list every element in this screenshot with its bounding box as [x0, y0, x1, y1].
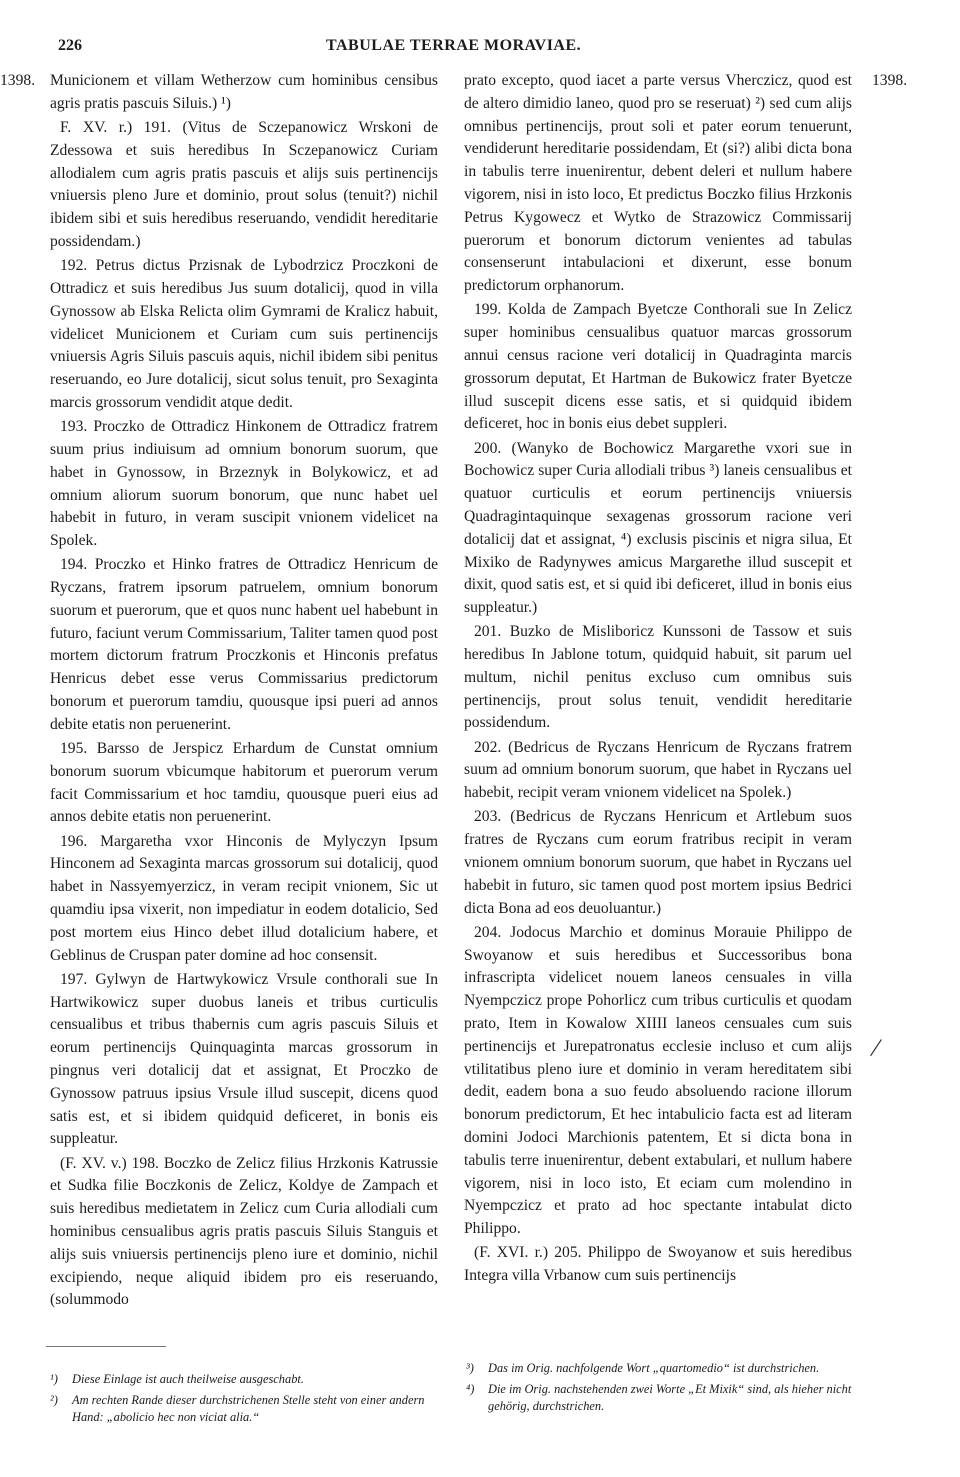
footnote-text: Diese Einlage ist auch theilweise ausgeschabt.: [72, 1372, 304, 1386]
entry-paragraph: 194. Proczko et Hinko fratres de Ottradicz Henricum de Ryczans, fratrem ipsorum patruelem, omnium bonorum suorum et puerorum, que et quos nunc habent uel habebunt in futuro, faciunt verum Commissarium, Taliter tamen quod post mortem dictorum fratrum Proczkonis et Hinconis prefatus Henricus debet esse verus Commissarius predictorum bonorum et puerorum tamdiu, quousque ipsi pueri ad annos debite etatis non peruenerint.: [50, 556, 438, 733]
footnote-rule: [46, 1346, 166, 1347]
entry-paragraph: (F. XVI. r.) 205. Philippo de Swoyanow et suis heredibus Integra villa Vrbanow cum suis pertinencijs: [464, 1244, 852, 1285]
footnotes-left: [50, 1371, 440, 1430]
entry-paragraph: 193. Proczko de Ottradicz Hinkonem de Ottradicz fratrem suum prius indiuisum ad omnium bonorum suorum, que habet in Gynossow, in Brzeznyk in Bolykowicz, et ad omnium aliorum suorum bonorum, que nunc habet uel habebit in futuro, in veram suscipit vnionem videlicet na Spolek.: [50, 418, 438, 550]
footnote-text: Die im Orig. nachstehenden zwei Worte „Et Mixik“ sind, als hieher nicht gehörig, durchstrichen.: [488, 1382, 852, 1413]
entry-paragraph: 203. (Bedricus de Ryczans Henricum et Artlebum suos fratres de Ryczans cum eorum fratribus recipit in veram vnionem omnium bonorum suorum, que habet in Ryczans uel habebit in futuro, sic tamen quod post mortem ipsius Bedrici dicta Bona ad eos deuoluantur.): [464, 808, 852, 917]
footnote: [466, 1381, 856, 1415]
right-column: [464, 70, 852, 1289]
footnote: [50, 1392, 440, 1426]
footnotes-right: [466, 1360, 856, 1419]
margin-year-right: 1398.: [872, 72, 908, 89]
entry-paragraph: 195. Barsso de Jerspicz Erhardum de Cunstat omnium bonorum suorum vbicumque habitorum et puerorum verum facit Commissarium et hoc tamdiu, quousque pueri eius ad annos debite etatis non peruenerint.: [50, 740, 438, 826]
page-number: 226: [58, 37, 82, 54]
entry-paragraph: Municionem et villam Wetherzow cum hominibus censibus agris pratis pascuis Siluis.) ¹): [50, 72, 438, 112]
margin-year-left: 1398.: [0, 72, 36, 89]
footnote-mark: ⁴): [466, 1382, 475, 1396]
margin-bracket-mark: /: [870, 1032, 881, 1063]
entry-paragraph: 197. Gylwyn de Hartwykowicz Vrsule conthorali sue In Hartwikowicz super duobus laneis et tribus curticulis censualibus et tribus thabernis cum agris pascuis Siluis et eorum pertinencijs Quinquaginta marcas grossorum in pingnus veri dotalicij dat et assignat, Et Proczko de Gynossow patruus ipsius Vrsule illud suscepit, dicens quod satis est, et si ibidem quidquid deficeret, in bonis eis suppleatur.: [50, 970, 438, 1148]
entry-paragraph: 204. Jodocus Marchio et dominus Morauie Philippo de Swoyanow et suis heredibus et Successoribus bona infrascripta videlicet nouem laneos censuales in villa Nyempczicz prope Pohorlicz cum tribus curticulis et quodam prato, Item in Kowalow XIIII laneos censuales cum suis pertinencijs et Jurepatronatus ecclesie incluso et cum alijs vtilitatibus pleno iure et dominio in veram hereditatem sibi dedit, eadem bona a suo feudo absoluendo racione illorum bonorum predictorum, Et hec intabulicio facta est ad literam domini Jodoci Marchionis patentem, Et si dicta bona in tabulis terre inuenirentur, debent extabulari, et nullum habere vigorem, nisi in loco isto, Et eciam cum molendino in Nyempczicz et prato ad hoc spectante intabulat dicto Philippo.: [464, 923, 852, 1238]
footnote-mark: ¹): [50, 1372, 58, 1386]
entry-paragraph: (F. XV. v.) 198. Boczko de Zelicz filius Hrzkonis Katrussie et Sudka filie Boczkonis de Zelicz, Koldye de Zampach et suis heredibus medietatem in Zelicz cum Curia allodiali cum hominibus censualibus agris pratis pascuis Siluis Stanguis et alijs suis vniuersis pertinencijs pleno iure et dominio, nichil excipiendo, neque aliquid ibidem pro eis reseruando, (solummodo: [50, 1154, 438, 1309]
entry-paragraph: 202. (Bedricus de Ryczans Henricum de Ryczans fratrem suum ad omnium bonorum suorum, que habet in Ryczans uel habebit, recipit veram vnionem videlicet na Spolek.): [464, 738, 852, 802]
entry-paragraph: 192. Petrus dictus Przisnak de Lybodrzicz Proczkoni de Ottradicz et suis heredibus Jus suum dotalicij, quod in villa Gynossow ab Elska Relicta olim Gymrami de Kralicz habuit, videlicet Municionem et Curiam cum suis pertinencijs vniuersis Agris Siluis pascuis aquis, nichil ibidem sibi penitus reseruando, eo Jure dotalicij, sicut solus tenuit, pro Sexaginta marcis grossorum vendidit atque dedit.: [50, 257, 438, 411]
footnote: [50, 1371, 440, 1388]
entry-paragraph: 201. Buzko de Misliboricz Kunssoni de Tassow et suis heredibus In Jablone totum, quidquid habuit, sit parum uel multum, nichil penitus excluso cum omnibus suis pertinencijs, prout solus tenuit, vendidit hereditarie possidendum.: [464, 623, 852, 732]
footnote-mark: ²): [50, 1393, 58, 1407]
running-title: TABULAE TERRAE MORAVIAE.: [326, 37, 582, 54]
entry-paragraph: 196. Margaretha vxor Hinconis de Mylyczyn Ipsum Hinconem ad Sexaginta marcas grossorum sui dotalicij, quod habet in Nassyemyerzicz, in veram recipit vnionem, Sic ut quamdiu ipsa vixerit, non impediatur in eodem dotalicio, Sed post mortem eius Hinco debet illud dotalicium habere, et Geblinus de Cruspan pater domine ad hoc consensit.: [50, 832, 438, 964]
entry-paragraph: 200. (Wanyko de Bochowicz Margarethe vxori sue in Bochowicz super Curia allodiali tribus ³) laneis censualibus et quatuor curticulis et eorum pertinencijs vniuersis Quadragintaquinque sexagenas grossorum racione veri dotalicij dat et assignat, ⁴) exclusis piscinis et nigra silua, Et Mixiko de Radynywes amicus Margarethe illud suscepit et dixit, quod satis est, et si quid ibi deficeret, illud in bonis eius suppleatur.): [464, 439, 852, 617]
footnote-text: Am rechten Rande dieser durchstrichenen Stelle steht von einer andern Hand: „abolicio hec non viciat alia.“: [72, 1393, 425, 1424]
entry-paragraph: prato excepto, quod iacet a parte versus Vherczicz, quod est de altero dimidio laneo, quod pro se reseruat) ²) sed cum alijs omnibus pertinencijs, prout soli et pater eorum tenuerunt, vendiderunt hereditarie possidendam, Et (si?) alibi dicta bona in tabulis terre inuenirentur, debent deleri et nullum habere vigorem, nisi in isto loco, Et predictus Boczko filius Hrzkonis Petrus Kygowecz et Wytko de Strazowicz Commissarij puerorum et bonorum dictorum venientes ad tabulas consenserunt intabulacioni et dixerunt, esse bonum predictorum orphanorum.: [464, 72, 852, 295]
footnote-mark: ³): [466, 1361, 474, 1375]
footnote: [466, 1360, 856, 1377]
entry-paragraph: 199. Kolda de Zampach Byetcze Conthorali sue In Zelicz super hominibus censualibus quatuor marcas grossorum annui census racione veri dotalicij in Quadraginta marcis grossorum deputat, Et Hartman de Bukowicz frater Byetcze illud suscepit dicens esse satis, et si quidquid ibidem deficeret, hoc in bonis eius debet suppleri.: [464, 301, 852, 433]
left-column: [50, 70, 438, 1314]
entry-paragraph: F. XV. r.) 191. (Vitus de Sczepanowicz Wrskoni de Zdessowa et suis heredibus In Sczepanowicz Curiam allodialem cum agris pratis pascuis et alijs suis pertinencijs vniuersis pleno Jure et dominio, prout solus (tenuit?) nichil ibidem sibi et suis heredibus reseruando, vendidit hereditarie possidendam.): [50, 118, 438, 250]
footnote-text: Das im Orig. nachfolgende Wort „quartomedio“ ist durchstrichen.: [488, 1361, 820, 1375]
